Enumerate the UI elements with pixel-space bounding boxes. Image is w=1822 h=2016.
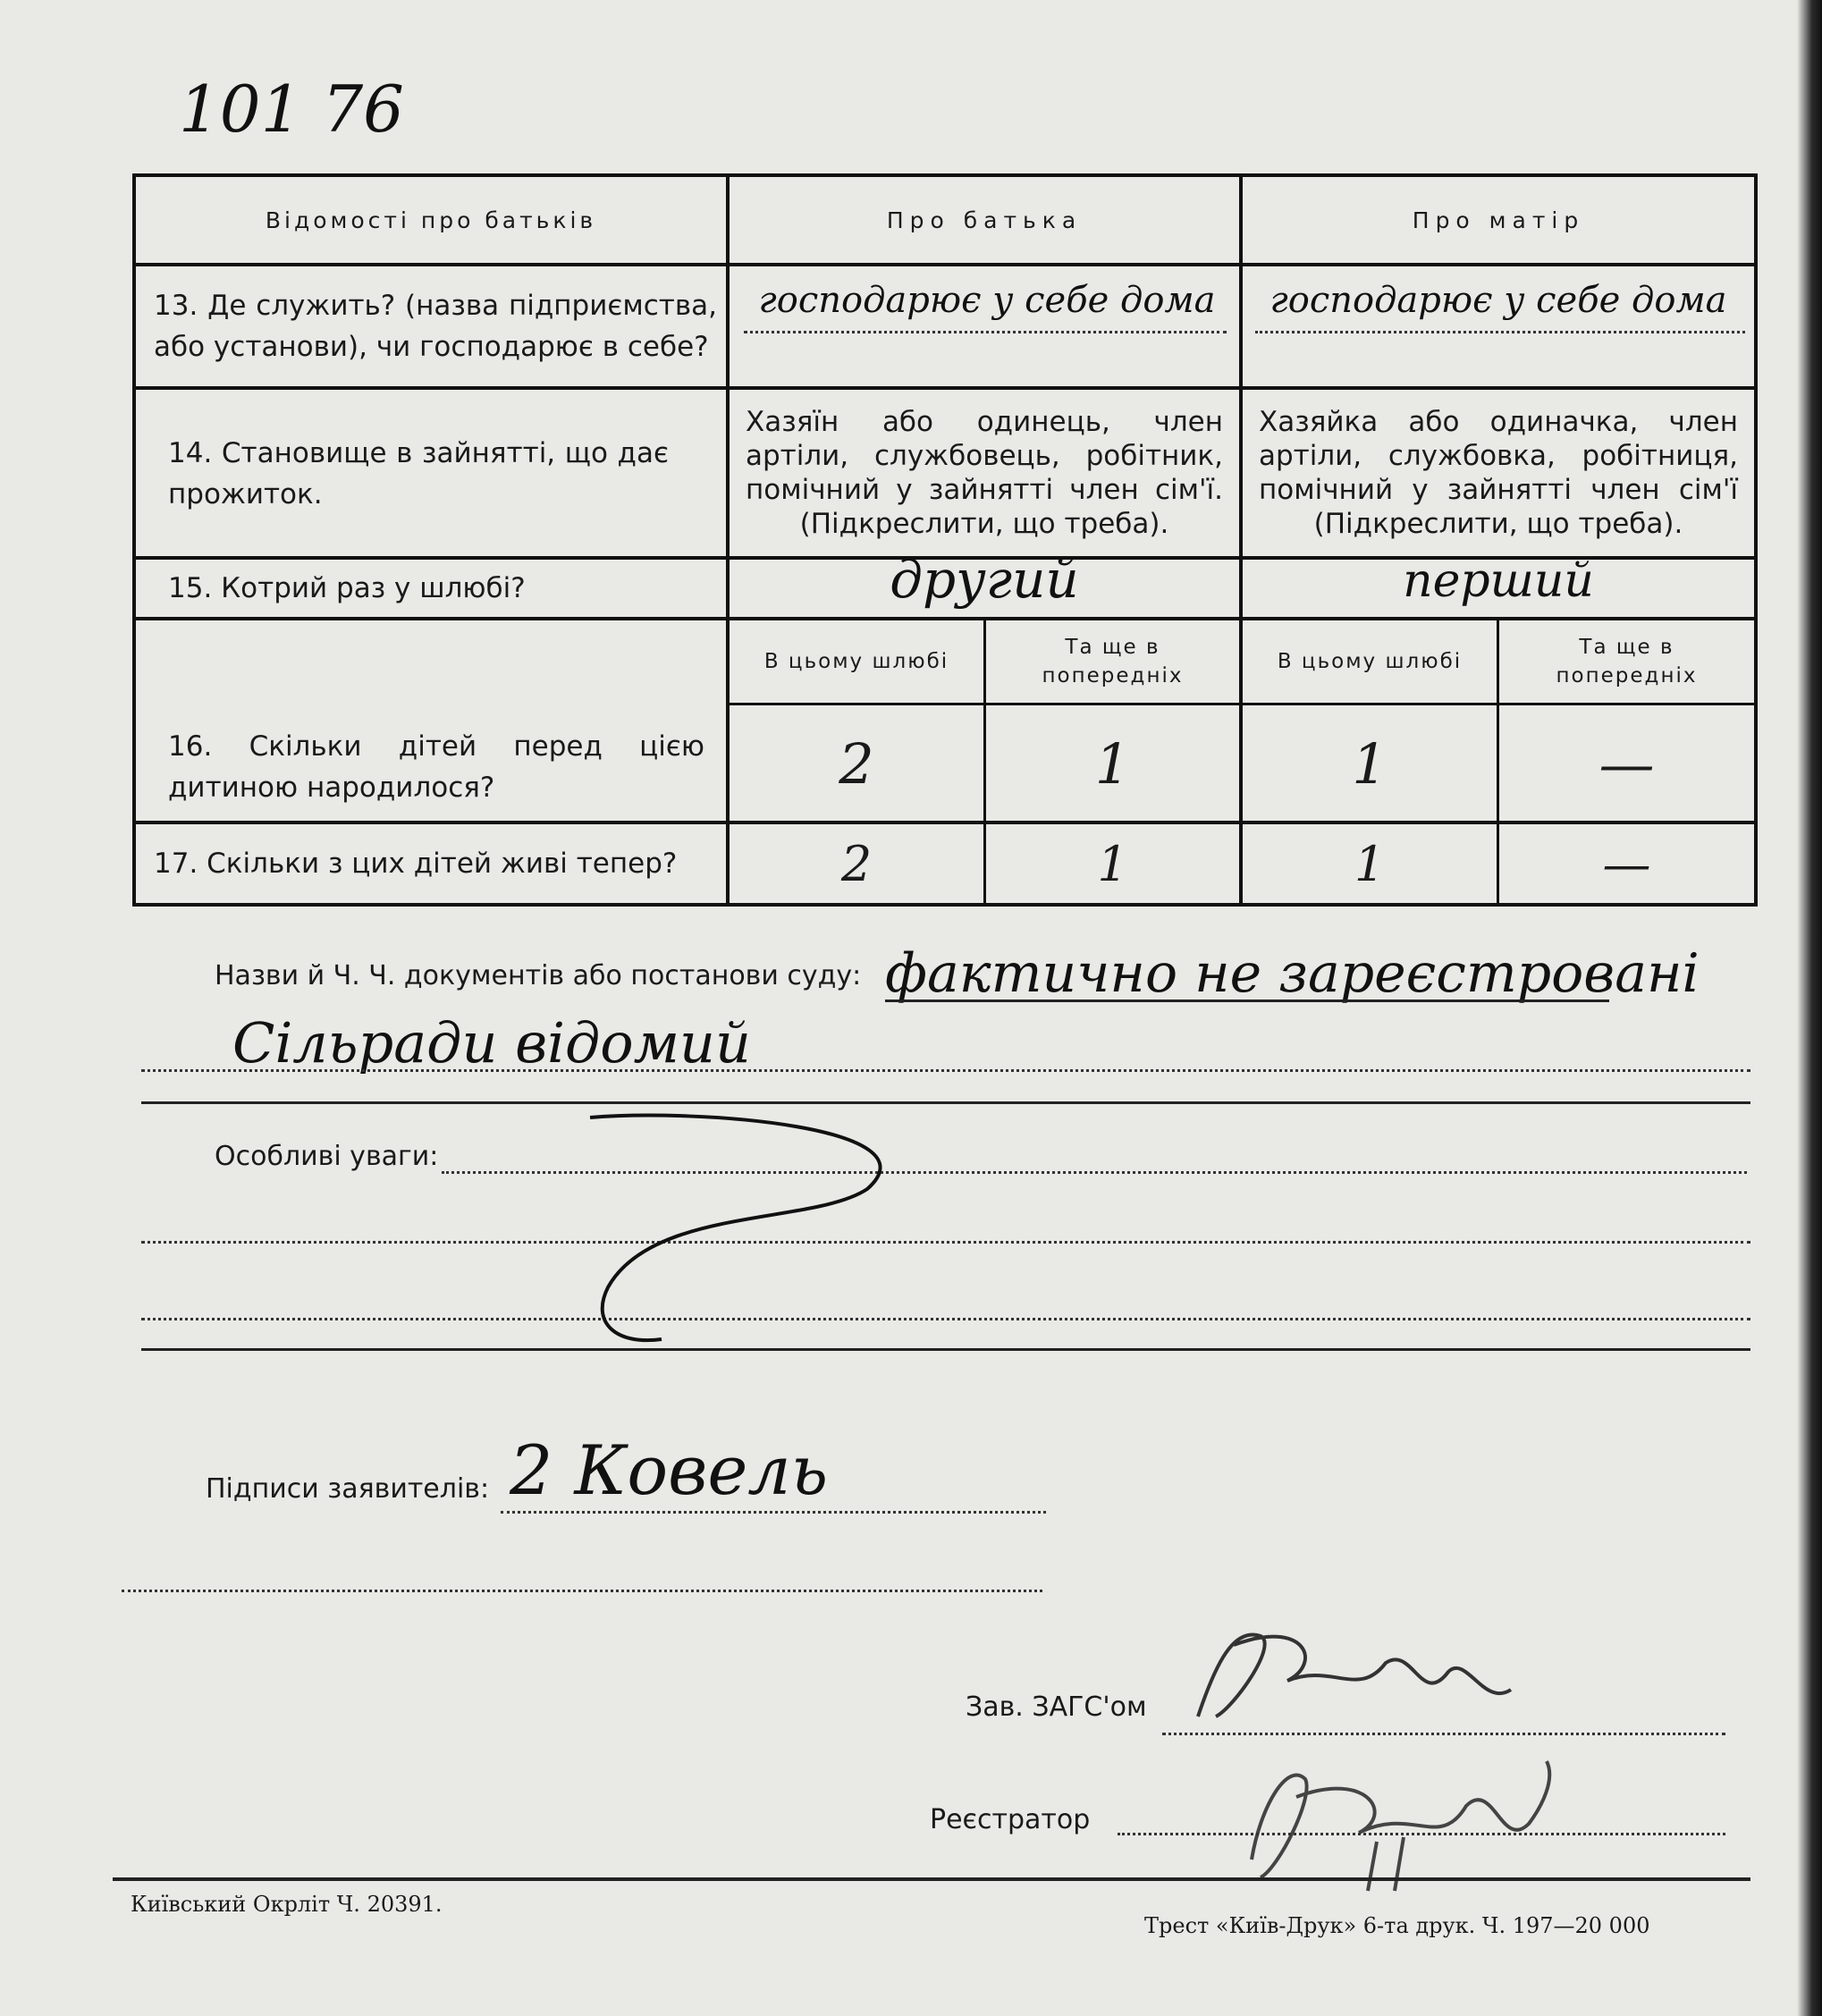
registrar-signature — [1234, 1743, 1573, 1895]
row17-father-previous: 1 — [1097, 835, 1128, 892]
applicants-signature-label: Підписи заявителів: — [206, 1473, 490, 1505]
row16-mother-this: 1 — [1352, 730, 1388, 797]
question-16: 16. Скільки дітей перед цією дитиною народилося? — [168, 730, 704, 804]
documents-label: Назви й Ч. Ч. документів або постанови суду: — [215, 960, 862, 991]
answer-15-mother: перший — [1403, 554, 1594, 608]
parents-info-table — [132, 173, 1758, 907]
documents-value-line1: фактично не зареєстровані — [885, 942, 1700, 1005]
strike-through-mark — [581, 1109, 939, 1350]
head-signature — [1180, 1609, 1520, 1743]
answer-15-father: другий — [890, 549, 1079, 610]
head-registry-label: Зав. ЗАГС'ом — [966, 1691, 1147, 1723]
remarks-label: Особливі уваги: — [215, 1141, 439, 1172]
row16-father-previous: 1 — [1094, 730, 1131, 797]
options-14-mother: Хазяйка або одиначка, член артіли, службовка, робітниця, помічний у зайнятті член сім'ї (Підкреслити, що треба). — [1259, 406, 1738, 540]
row17-mother-previous: — — [1602, 835, 1651, 892]
registrar-label: Реєстратор — [930, 1804, 1091, 1835]
question-17: 17. Скільки з цих дітей живі тепер? — [154, 848, 678, 880]
documents-value-line2: Сільради відомий — [232, 1010, 751, 1075]
question-15: 15. Котрий раз у шлюбі? — [168, 572, 526, 604]
header-parents-info: Відомості про батьків — [265, 207, 597, 233]
subheader-mother-this-marriage: В цьому шлюбі — [1277, 650, 1463, 673]
answer-13-mother: господарює у себе дома — [1269, 280, 1727, 321]
archive-number: 101 76 — [179, 72, 404, 147]
answer-13-father: господарює у себе дома — [758, 280, 1216, 321]
question-13: 13. Де служить? (назва підприємства, або установи), чи господарює в себе? — [154, 290, 717, 363]
row16-father-this: 2 — [839, 730, 874, 797]
footer-right-imprint: Трест «Київ-Друк» 6-та друк. Ч. 197—20 000 — [1144, 1913, 1650, 1938]
page-edge-shadow — [1797, 0, 1822, 2016]
header-father: Про батька — [886, 207, 1083, 233]
subheader-father-previous: Та ще в попередніх — [1042, 636, 1184, 687]
row17-father-this: 2 — [840, 835, 873, 892]
footer-left-imprint: Київський Окрліт Ч. 20391. — [131, 1892, 443, 1917]
subheader-mother-previous: Та ще в попередніх — [1556, 636, 1698, 687]
options-14-father: Хазяїн або одинець, член артіли, службовець, робітник, помічний у зайнятті член сім'ї. (Підкреслити, що треба). — [746, 406, 1223, 540]
applicant-signature: 2 Ковель — [510, 1430, 829, 1510]
subheader-father-this-marriage: В цьому шлюбі — [763, 650, 949, 673]
row17-mother-this: 1 — [1354, 835, 1386, 892]
row16-mother-previous: — — [1598, 730, 1655, 797]
header-mother: Про матір — [1412, 207, 1585, 233]
question-14: 14. Становище в зайнятті, що дає прожиток. — [168, 437, 669, 510]
